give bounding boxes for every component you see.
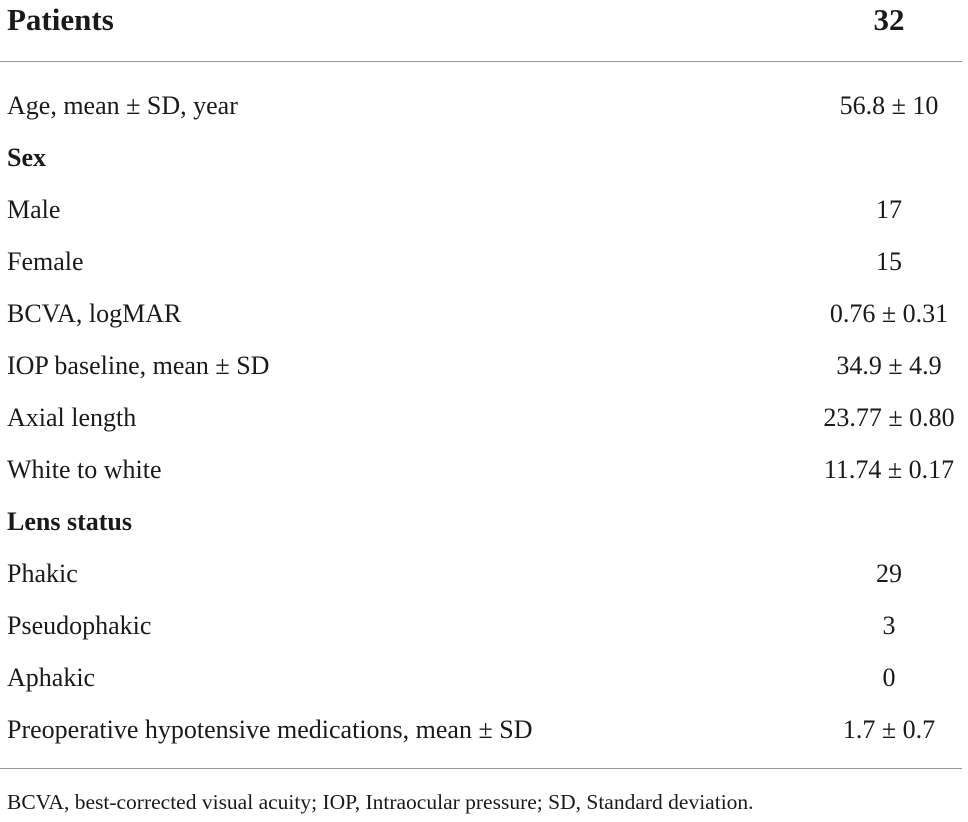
- footer-divider: [0, 768, 962, 769]
- table-body: [0, 80, 968, 756]
- row-value: 29: [876, 559, 902, 588]
- header-label: Patients: [7, 2, 114, 37]
- section-row: [0, 496, 968, 548]
- row-label: Axial length: [7, 403, 137, 432]
- row-value: 3: [882, 611, 896, 640]
- table-row: [0, 184, 968, 236]
- table-row: [0, 340, 968, 392]
- row-value: 1.7 ± 0.7: [842, 715, 936, 744]
- row-value: 11.74 ± 0.17: [823, 455, 955, 484]
- table-row: [0, 236, 968, 288]
- table-row: [0, 80, 968, 132]
- header-value: 32: [873, 2, 905, 37]
- table-footnote: BCVA, best-corrected visual acuity; IOP, Intraocular pressure; SD, Standard deviation.: [7, 790, 754, 814]
- table-header-row: [0, 0, 968, 40]
- row-label: Age, mean ± SD, year: [7, 91, 238, 120]
- row-label: White to white: [7, 455, 162, 484]
- row-label: BCVA, logMAR: [7, 299, 182, 328]
- row-label: Pseudophakic: [7, 611, 152, 640]
- row-value: 23.77 ± 0.80: [823, 403, 955, 432]
- row-value: 17: [876, 195, 902, 224]
- row-label: Phakic: [7, 559, 78, 588]
- table-row: [0, 548, 968, 600]
- row-value: 0.76 ± 0.31: [829, 299, 949, 328]
- row-value: 15: [876, 247, 902, 276]
- table-row: [0, 652, 968, 704]
- row-label: Female: [7, 247, 84, 276]
- row-value: 56.8 ± 10: [839, 91, 939, 120]
- header-divider: [0, 61, 962, 62]
- row-label: Aphakic: [7, 663, 96, 692]
- row-label: Preoperative hypotensive medications, mean ± SD: [7, 715, 533, 744]
- row-value: 34.9 ± 4.9: [836, 351, 942, 380]
- section-label: Lens status: [7, 507, 132, 536]
- table-row: [0, 444, 968, 496]
- table-row: [0, 600, 968, 652]
- section-label: Sex: [7, 143, 46, 172]
- table-row: [0, 704, 968, 756]
- section-row: [0, 132, 968, 184]
- table-row: [0, 392, 968, 444]
- row-value: 0: [882, 663, 896, 692]
- row-label: IOP baseline, mean ± SD: [7, 351, 270, 380]
- table-row: [0, 288, 968, 340]
- row-label: Male: [7, 195, 61, 224]
